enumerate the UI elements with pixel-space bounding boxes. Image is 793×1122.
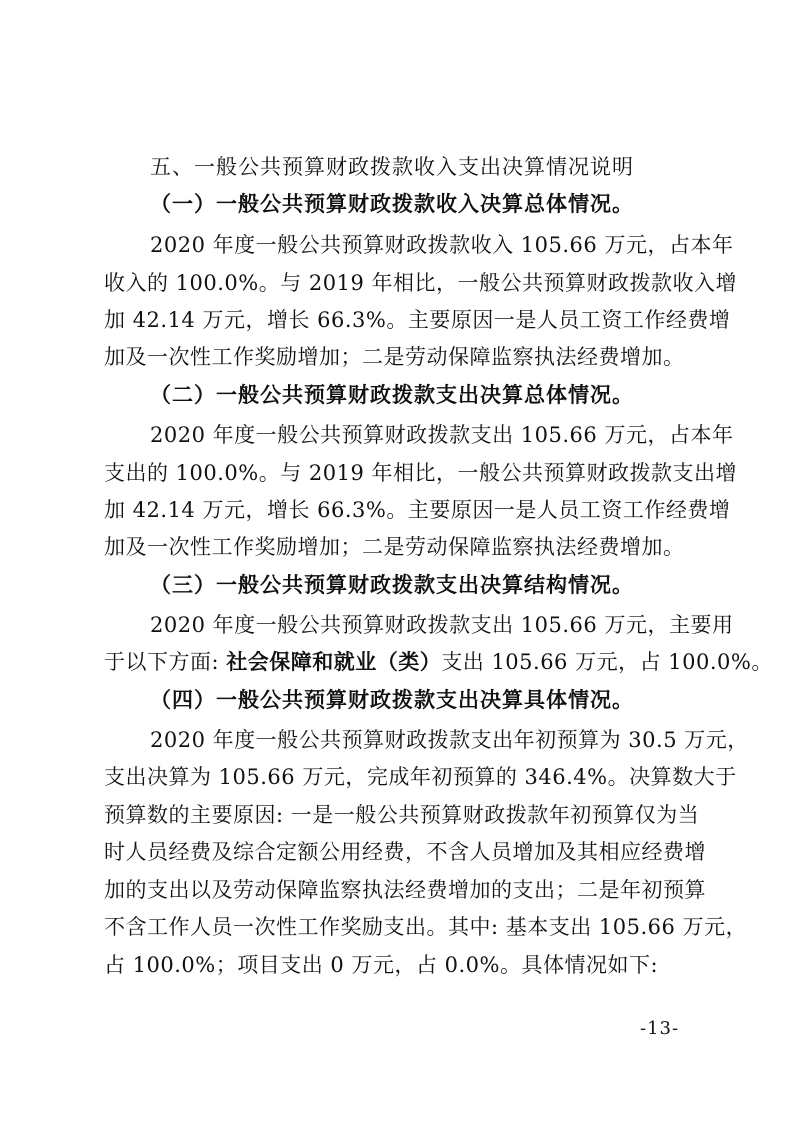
subsection-heading-2: （二）一般公共预算财政拨款支出决算总体情况。	[150, 382, 634, 407]
section-title: 五、一般公共预算财政拨款收入支出决算情况说明	[150, 155, 634, 179]
paragraph-line: 2020 年度一般公共预算财政拨款收入 105.66 万元，占本年	[150, 233, 734, 257]
page-number: -13-	[640, 1018, 680, 1039]
paragraph-line: 支出的 100.0%。与 2019 年相比，一般公共预算财政拨款支出增	[104, 461, 738, 485]
paragraph-line: 加 42.14 万元，增长 66.3%。主要原因一是人员工资工作经费增	[104, 498, 731, 522]
paragraph-line: 不含工作人员一次性工作奖励支出。其中: 基本支出 105.66 万元，	[104, 915, 748, 939]
subsection-heading-4: （四）一般公共预算财政拨款支出决算具体情况。	[150, 687, 634, 712]
paragraph-line: 2020 年度一般公共预算财政拨款支出年初预算为 30.5 万元，	[150, 728, 749, 752]
paragraph-line: 时人员经费及综合定额公用经费，不含人员增加及其相应经费增	[104, 840, 706, 864]
paragraph-line: 2020 年度一般公共预算财政拨款支出 105.66 万元，占本年	[150, 423, 734, 447]
paragraph-line: 加及一次性工作奖励增加；二是劳动保障监察执法经费增加。	[104, 535, 685, 559]
paragraph-line-mixed	[104, 649, 773, 675]
paragraph-line: 收入的 100.0%。与 2019 年相比，一般公共预算财政拨款收入增	[104, 271, 738, 295]
paragraph-line: 2020 年度一般公共预算财政拨款支出 105.66 万元，主要用	[150, 613, 734, 637]
text-fragment: 于以下方面:	[104, 650, 227, 674]
subsection-heading-3: （三）一般公共预算财政拨款支出决算结构情况。	[150, 572, 634, 597]
paragraph-line: 支出决算为 105.66 万元，完成年初预算的 346.4%。决算数大于	[104, 765, 737, 789]
paragraph-line: 加 42.14 万元，增长 66.3%。主要原因一是人员工资工作经费增	[104, 308, 731, 332]
paragraph-line: 预算数的主要原因: 一是一般公共预算财政拨款年初预算仅为当	[104, 803, 700, 827]
subsection-heading-1: （一）一般公共预算财政拨款收入决算总体情况。	[150, 191, 634, 216]
bold-category: 社会保障和就业（类）	[226, 649, 442, 674]
paragraph-line: 加的支出以及劳动保障监察执法经费增加的支出；二是年初预算	[104, 878, 706, 902]
paragraph-line: 加及一次性工作奖励增加；二是劳动保障监察执法经费增加。	[104, 345, 685, 369]
text-fragment: 支出 105.66 万元，占 100.0%。	[441, 650, 773, 674]
paragraph-line: 占 100.0%；项目支出 0 万元，占 0.0%。具体情况如下:	[104, 953, 659, 977]
